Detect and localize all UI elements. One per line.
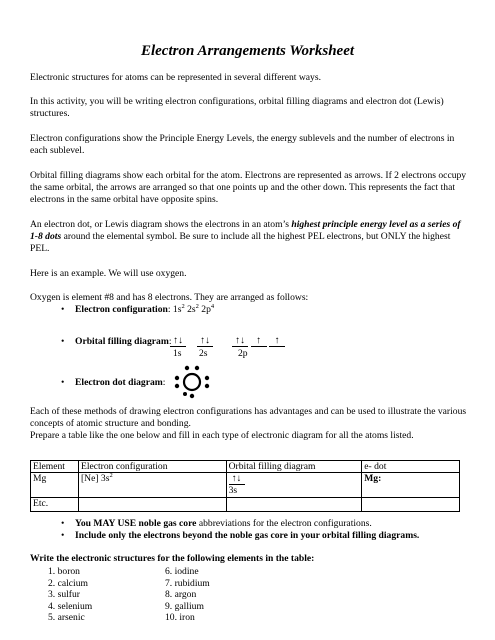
example-intro: Here is an example. We will use oxygen. <box>30 268 187 279</box>
config-sup-2: 2 <box>195 302 199 310</box>
example-table <box>30 460 460 512</box>
lewis-paragraph <box>30 219 470 256</box>
config-value-2s: 2s <box>184 304 196 315</box>
list-item: 4. selenium <box>48 600 93 612</box>
table-cell <box>226 473 362 498</box>
prepare-paragraph: Prepare a table like the one below and fill in each type of electronic diagram for all the atoms listed. <box>30 430 414 441</box>
element-list-right <box>165 566 210 624</box>
activity-paragraph: In this activity, you will be writing electron configurations, orbital filling diagrams and electron dot (Lewis) structures. <box>30 96 444 120</box>
mg-config: [Ne] 3s <box>80 473 110 484</box>
lewis-text-a: An electron dot, or Lewis diagram shows the electrons in an atom’s <box>30 219 292 230</box>
lewis-dot <box>205 384 209 388</box>
bullet-note: • <box>61 530 65 541</box>
lewis-dot <box>190 394 194 398</box>
note-noble-gas <box>75 518 372 530</box>
table-header-cell: Electron configuration <box>78 461 226 473</box>
orbital-2p-arrow-1: ↑↓ <box>232 336 248 347</box>
table-header-cell: Element <box>31 461 79 473</box>
lewis-dot <box>195 366 199 370</box>
dot-label: Electron dot diagram <box>75 377 163 388</box>
lewis-dot <box>205 376 209 380</box>
config-paragraph: Electron configurations show the Principle Energy Levels, the energy sublevels and the number of electrons in each sublevel. <box>30 133 455 157</box>
list-item: 9. gallium <box>165 600 204 612</box>
mg-config-sup: 2 <box>109 471 113 479</box>
note-bold: Include only the electrons beyond the noble gas core in your orbital filling diagrams. <box>75 530 420 541</box>
table-cell <box>362 498 460 512</box>
note-rest: abbreviations for the electron configurations. <box>196 518 372 529</box>
orbital-colon: : <box>168 336 172 347</box>
note-orbital-only <box>75 530 419 542</box>
list-item: 8. argon <box>165 589 197 601</box>
intro-paragraph: Electronic structures for atoms can be represented in several different ways. <box>30 72 321 83</box>
list-item: 3. sulfur <box>48 589 80 601</box>
config-value-2p: 2p <box>198 304 211 315</box>
config-value-1s: : 1s <box>167 304 182 315</box>
table-cell: Mg <box>31 473 79 498</box>
config-line <box>75 304 214 316</box>
note-bold: You MAY USE noble gas core <box>75 518 197 529</box>
lewis-dot <box>175 384 179 388</box>
page-title: Electron Arrangements Worksheet <box>140 43 355 59</box>
config-sup-3: 4 <box>210 302 215 310</box>
oxygen-symbol-ring <box>184 374 200 390</box>
lewis-dot <box>175 376 179 380</box>
sublevel-2s: 2s <box>199 348 208 359</box>
table-row <box>31 498 460 512</box>
bullet-note: • <box>61 518 65 529</box>
table-cell <box>226 498 362 512</box>
table-header-cell: Orbital filling diagram <box>226 461 362 473</box>
list-item: 1. boron <box>48 566 80 577</box>
table-header-cell: e- dot <box>362 461 460 473</box>
dot-line <box>75 377 165 389</box>
config-sup-1: 2 <box>181 302 185 310</box>
bullet-dot: • <box>61 377 65 388</box>
list-item: 5. arsenic <box>48 612 85 624</box>
list-item: 7. rubidium <box>165 577 210 589</box>
table-cell <box>78 498 226 512</box>
oxygen-lewis-diagram <box>172 363 212 399</box>
table-row <box>31 473 460 498</box>
element-list-left <box>48 566 92 624</box>
lewis-text-c: around the elemental symbol. Be sure to include all the highest PEL electrons, but ONLY the highest PEL. <box>30 231 451 255</box>
lewis-dot <box>183 392 187 396</box>
config-label: Electron configuration <box>75 304 168 315</box>
lewis-dot <box>185 366 189 370</box>
orbital-2p-arrow-3: ↑ <box>269 336 285 347</box>
oxygen-line: Oxygen is element #8 and has 8 electrons. They are arranged as follows: <box>30 292 309 303</box>
sublevel-2p: 2p <box>238 348 248 359</box>
orbital-label: Orbital filling diagram <box>75 336 169 347</box>
list-item: 10. iron <box>165 612 195 624</box>
table-cell <box>78 473 226 498</box>
sublevel-1s: 1s <box>173 348 182 359</box>
bullet-config: • <box>61 304 65 315</box>
oxygen-orbital-arrows <box>170 335 285 347</box>
orbital-2p-arrow-2: ↑ <box>251 336 267 347</box>
orbital-line <box>75 336 171 348</box>
table-cell: Mg: <box>362 473 460 498</box>
orbital-2s-arrow: ↑↓ <box>197 336 213 347</box>
table-cell: Etc. <box>31 498 79 512</box>
table-header-row <box>31 461 460 473</box>
orbital-paragraph: Orbital filling diagrams show each orbital for the atom. Electrons are represented as arrows. If 2 electrons occupy the same orbital, the arrows are arranged so that one points up and the other down. This represents the fact that electrons in the same orbital have opposite spins. <box>30 170 467 206</box>
methods-paragraph: Each of these methods of drawing electron configurations has advantages and can be used to illustrate the various concepts of atomic structure and bonding. <box>30 406 467 430</box>
mg-orbital-sub: 3s <box>228 485 238 496</box>
dot-colon: : <box>162 377 166 388</box>
mg-orbital-arrow: ↑↓ <box>229 474 245 485</box>
orbital-1s-arrow: ↑↓ <box>170 336 186 347</box>
bullet-orbital: • <box>61 336 65 347</box>
list-item: 2. calcium <box>48 577 88 589</box>
list-heading: Write the electronic structures for the following elements in the table: <box>30 553 315 564</box>
list-item: 6. iodine <box>165 566 199 577</box>
lewis-text-emphasis: highest principle energy level as a series of 1-8 dots <box>30 219 461 243</box>
